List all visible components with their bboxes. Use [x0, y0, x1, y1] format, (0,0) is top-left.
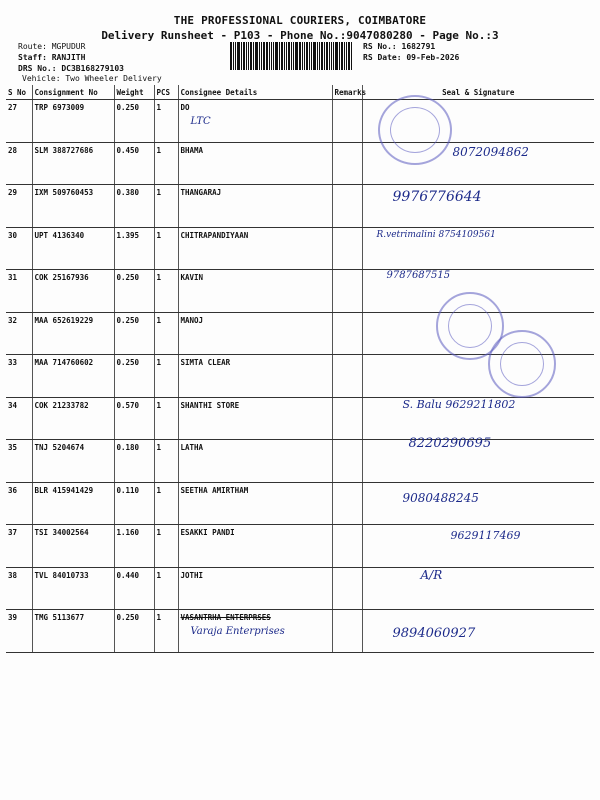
- s-no-text: 33: [8, 358, 18, 367]
- consignment-no-cell: [32, 440, 114, 483]
- s-no-cell: [6, 610, 32, 653]
- consignee-text: JOTHI: [180, 570, 204, 580]
- remarks-cell: [332, 312, 362, 355]
- pcs-cell: [154, 355, 178, 398]
- s-no-cell: [6, 397, 32, 440]
- pcs-cell: [154, 610, 178, 653]
- consignee-text: BHAMA: [180, 145, 204, 155]
- s-no-cell: [6, 185, 32, 228]
- vehicle-label: Vehicle: Two Wheeler Delivery: [22, 74, 162, 83]
- pcs-cell: [154, 142, 178, 185]
- consignment-no-cell: [32, 270, 114, 313]
- weight-text: 0.250: [116, 315, 140, 325]
- consignment-no-text: SLM 388727686: [34, 145, 94, 155]
- s-no-cell: [6, 525, 32, 568]
- pcs-cell: [154, 227, 178, 270]
- consignee-text: VASANTRHA ENTERPRSES: [180, 613, 271, 622]
- pcs-cell: [154, 270, 178, 313]
- signature-handwriting: 9629117469: [450, 529, 521, 542]
- weight-text: 0.440: [116, 570, 140, 580]
- column-header: Weight: [114, 85, 154, 100]
- s-no-text: 29: [8, 188, 18, 197]
- remarks-cell: [332, 142, 362, 185]
- signature-handwriting: 8072094862: [452, 144, 529, 159]
- table-row: [6, 610, 594, 653]
- barcode: [230, 42, 358, 70]
- route-label: Route: MGPUDUR: [18, 42, 86, 51]
- pcs-cell: [154, 185, 178, 228]
- s-no-cell: [6, 440, 32, 483]
- table-row: [6, 567, 594, 610]
- s-no-text: 36: [8, 485, 18, 495]
- consignment-no-cell: [32, 312, 114, 355]
- consignment-no-text: TRP 6973009: [34, 103, 85, 112]
- consignee-cell: [178, 270, 332, 313]
- seal-signature-cell: [362, 567, 594, 610]
- weight-cell: [114, 270, 154, 313]
- consignee-cell: [178, 440, 332, 483]
- remarks-cell: [332, 482, 362, 525]
- consignee-text: MANOJ: [180, 315, 204, 325]
- weight-cell: [114, 440, 154, 483]
- pcs-text: 1: [156, 485, 162, 495]
- seal-signature-cell: [362, 227, 594, 270]
- pcs-text: 1: [156, 145, 162, 155]
- pcs-text: 1: [156, 103, 162, 112]
- pcs-cell: [154, 567, 178, 610]
- pcs-text: 1: [156, 528, 162, 537]
- pcs-cell: [154, 482, 178, 525]
- consignment-no-cell: [32, 142, 114, 185]
- consignee-text: DO: [180, 103, 190, 112]
- seal-signature-cell: [362, 355, 594, 398]
- pcs-text: 1: [156, 570, 162, 580]
- seal-signature-cell: [362, 482, 594, 525]
- consignment-no-text: IXM 509760453: [34, 188, 94, 197]
- weight-text: 0.380: [116, 188, 140, 197]
- signature-handwriting: 9787687515: [386, 270, 451, 281]
- s-no-cell: [6, 100, 32, 143]
- s-no-text: 34: [8, 400, 18, 410]
- consignee-text: LATHA: [180, 443, 204, 452]
- table-row: [6, 100, 594, 143]
- weight-cell: [114, 525, 154, 568]
- consignment-no-cell: [32, 525, 114, 568]
- consignee-cell: [178, 312, 332, 355]
- s-no-cell: [6, 355, 32, 398]
- consignment-no-cell: [32, 355, 114, 398]
- weight-text: 0.250: [116, 358, 140, 367]
- weight-text: 1.395: [116, 230, 140, 240]
- table-row: [6, 397, 594, 440]
- signature-handwriting: 9080488245: [402, 490, 479, 505]
- consignment-no-text: TMG 5113677: [34, 613, 85, 622]
- s-no-text: 28: [8, 145, 18, 155]
- weight-cell: [114, 482, 154, 525]
- seal-signature-cell: [362, 436, 594, 483]
- weight-cell: [114, 312, 154, 355]
- column-header: Consignment No: [32, 85, 114, 100]
- consignee-text: CHITRAPANDIYAAN: [180, 230, 249, 240]
- column-header: Remarks: [332, 85, 362, 100]
- s-no-text: 31: [8, 273, 18, 282]
- signature-handwriting: 9976776644: [392, 189, 482, 205]
- weight-text: 0.250: [116, 613, 140, 622]
- consignment-no-text: MAA 714760602: [34, 358, 94, 367]
- pcs-text: 1: [156, 273, 162, 282]
- remarks-cell: [332, 397, 362, 440]
- seal-signature-cell: [362, 610, 594, 653]
- weight-cell: [114, 142, 154, 185]
- s-no-text: 39: [8, 613, 18, 622]
- pcs-cell: [154, 312, 178, 355]
- consignment-no-text: COK 21233782: [34, 400, 89, 410]
- weight-text: 0.250: [116, 103, 140, 112]
- s-no-cell: [6, 312, 32, 355]
- table-row: [6, 525, 594, 568]
- consignee-cell: [178, 567, 332, 610]
- s-no-text: 35: [8, 443, 18, 452]
- handwritten-note: LTC: [190, 116, 211, 127]
- delivery-stamp: [378, 95, 452, 165]
- consignee-cell: [178, 355, 332, 398]
- s-no-text: 38: [8, 570, 18, 580]
- consignee-text: SIMTA CLEAR: [180, 358, 231, 367]
- weight-text: 0.180: [116, 443, 140, 452]
- s-no-text: 37: [8, 528, 18, 537]
- weight-text: 0.570: [116, 400, 140, 410]
- consignment-no-cell: [32, 100, 114, 143]
- table-row: [6, 270, 594, 313]
- consignee-text: SHANTHI STORE: [180, 400, 240, 410]
- weight-cell: [114, 610, 154, 653]
- weight-cell: [114, 397, 154, 440]
- seal-signature-cell: [362, 525, 594, 568]
- remarks-cell: [332, 567, 362, 610]
- consignee-cell: [178, 142, 332, 185]
- delivery-stamp: [488, 330, 556, 398]
- consignment-no-cell: [32, 482, 114, 525]
- column-header: Consignee Details: [178, 85, 332, 100]
- s-no-text: 30: [8, 230, 18, 240]
- pcs-text: 1: [156, 613, 162, 622]
- seal-signature-cell: [362, 397, 594, 440]
- s-no-cell: [6, 482, 32, 525]
- s-no-cell: [6, 227, 32, 270]
- remarks-cell: [332, 185, 362, 228]
- consignment-no-text: BLR 415941429: [34, 485, 94, 495]
- consignee-cell: [178, 525, 332, 568]
- consignment-no-text: MAA 652619229: [34, 315, 94, 325]
- drs-label: DRS No.: DC3B168279103: [18, 64, 124, 73]
- remarks-cell: [332, 227, 362, 270]
- remarks-cell: [332, 525, 362, 568]
- consignee-cell: [178, 482, 332, 525]
- weight-text: 0.450: [116, 145, 140, 155]
- weight-text: 1.160: [116, 528, 140, 537]
- pcs-cell: [154, 440, 178, 483]
- consignment-no-cell: [32, 227, 114, 270]
- pcs-cell: [154, 397, 178, 440]
- column-header: Seal & Signature: [362, 85, 594, 100]
- company-title: THE PROFESSIONAL COURIERS, COIMBATORE: [173, 14, 427, 27]
- rs-number: RS No.: 1682791: [363, 42, 436, 51]
- consignment-no-cell: [32, 185, 114, 228]
- remarks-cell: [332, 355, 362, 398]
- consignee-cell: [178, 100, 332, 143]
- table-row: [6, 185, 594, 228]
- signature-handwriting: 9894060927: [392, 626, 476, 641]
- pcs-text: 1: [156, 358, 162, 367]
- column-header: S No: [6, 85, 32, 100]
- consignment-no-cell: [32, 610, 114, 653]
- consignee-cell: [178, 227, 332, 270]
- table-row: [6, 482, 594, 525]
- weight-cell: [114, 185, 154, 228]
- s-no-cell: [6, 270, 32, 313]
- s-no-cell: [6, 142, 32, 185]
- weight-cell: [114, 227, 154, 270]
- staff-label: Staff: RANJITH: [18, 53, 86, 62]
- column-header: PCS: [154, 85, 178, 100]
- consignment-no-text: TVL 84010733: [34, 570, 89, 580]
- consignee-text: KAVIN: [180, 273, 204, 282]
- signature-handwriting: 8220290695: [408, 436, 492, 451]
- consignment-no-text: COK 25167936: [34, 273, 89, 282]
- consignment-no-cell: [32, 567, 114, 610]
- weight-text: 0.250: [116, 273, 140, 282]
- table-row: [6, 142, 594, 185]
- pcs-text: 1: [156, 188, 162, 197]
- consignee-cell: [178, 397, 332, 440]
- weight-cell: [114, 567, 154, 610]
- handwritten-note: Varaja Enterprises: [190, 626, 285, 637]
- pcs-text: 1: [156, 443, 162, 452]
- consignee-text: THANGARAJ: [180, 188, 222, 197]
- weight-text: 0.110: [116, 485, 140, 495]
- remarks-cell: [332, 440, 362, 483]
- rs-date: RS Date: 09-Feb-2026: [363, 53, 460, 62]
- remarks-cell: [332, 270, 362, 313]
- s-no-text: 32: [8, 315, 18, 325]
- signature-handwriting: S. Balu 9629211802: [402, 397, 516, 411]
- s-no-cell: [6, 567, 32, 610]
- consignment-no-text: UPT 4136340: [34, 230, 85, 240]
- consignment-no-text: TSI 34002564: [34, 528, 89, 537]
- consignee-cell: [178, 185, 332, 228]
- consignee-text: SEETHA AMIRTHAM: [180, 485, 249, 495]
- signature-handwriting: R.vetrimalini 8754109561: [376, 229, 496, 240]
- pcs-cell: [154, 100, 178, 143]
- consignment-no-cell: [32, 397, 114, 440]
- seal-signature-cell: [362, 185, 594, 228]
- weight-cell: [114, 100, 154, 143]
- pcs-text: 1: [156, 230, 162, 240]
- weight-cell: [114, 355, 154, 398]
- s-no-text: 27: [8, 103, 18, 112]
- remarks-cell: [332, 610, 362, 653]
- remarks-cell: [332, 100, 362, 143]
- table-header-row: [6, 85, 594, 100]
- pcs-cell: [154, 525, 178, 568]
- table-row: [6, 227, 594, 270]
- consignee-text: ESAKKI PANDI: [180, 528, 235, 537]
- runsheet-subtitle: Delivery Runsheet - P103 - Phone No.:9047080280 - Page No.:3: [101, 29, 499, 42]
- consignee-cell: [178, 610, 332, 653]
- signature-handwriting: A/R: [420, 567, 443, 582]
- pcs-text: 1: [156, 315, 162, 325]
- pcs-text: 1: [156, 400, 162, 410]
- table-row: [6, 440, 594, 483]
- consignment-no-text: TNJ 5204674: [34, 443, 85, 452]
